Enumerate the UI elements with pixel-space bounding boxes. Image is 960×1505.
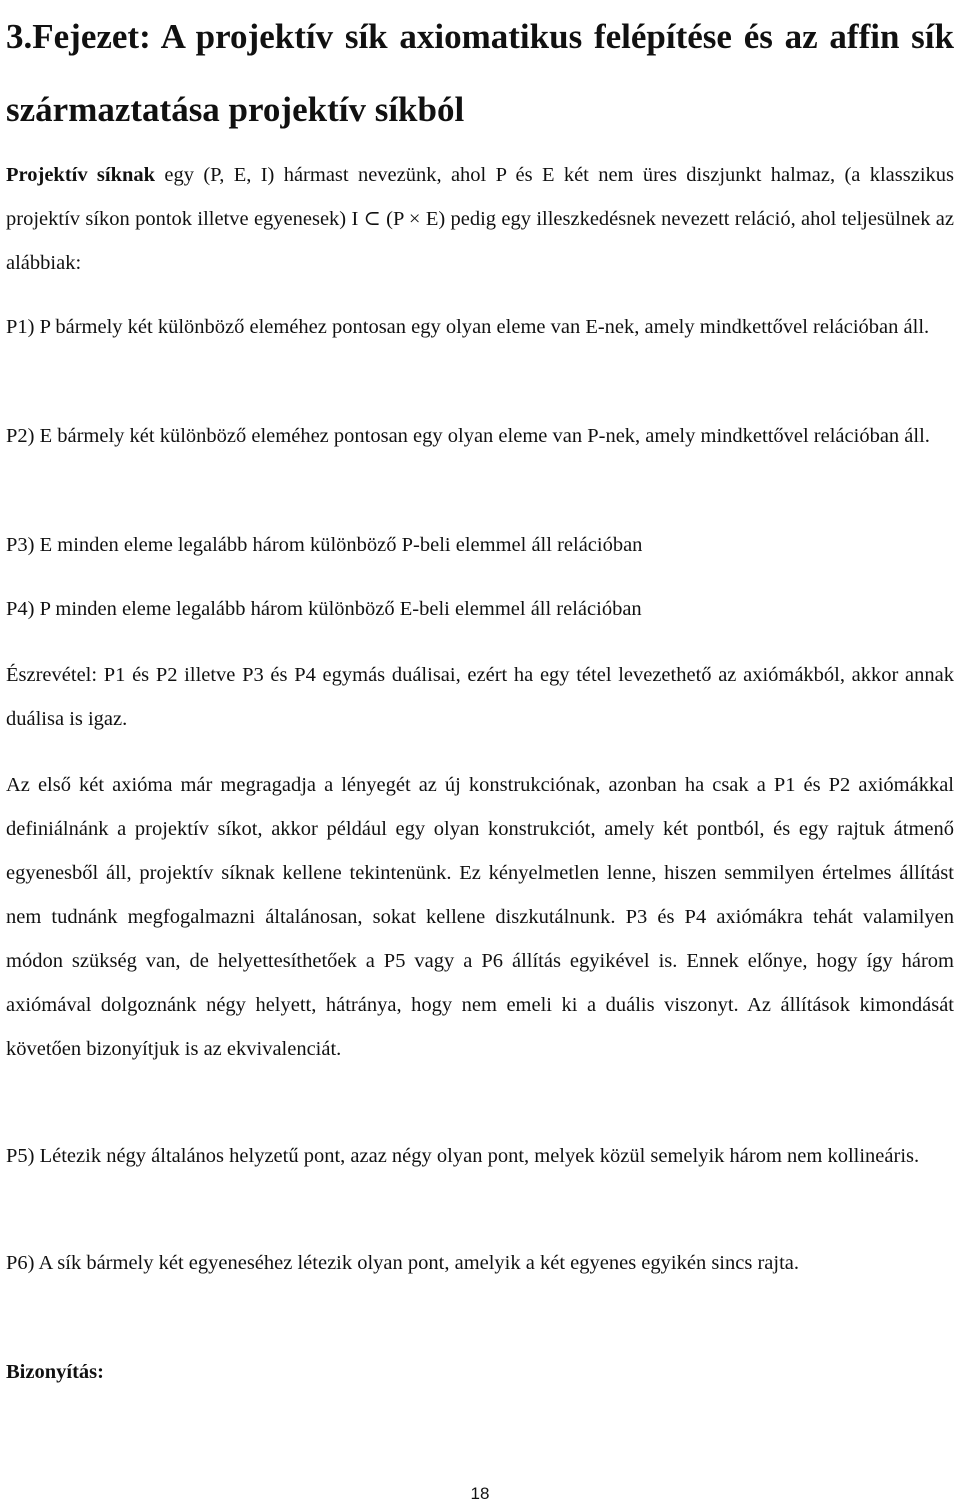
axiom-p1: P1) P bármely két különböző eleméhez pontosan egy olyan eleme van E-nek, amely mindkettővel relációban áll. — [6, 316, 930, 338]
definition-text: egy (P, E, I) hármast nevezünk, ahol P és E két nem üres diszjunkt halmaz, (a klasszikus projektív síkon pontok illetve egyenesek) I ⊂ (P × E) pedig egy illeszkedésnek nevezett reláció, ahol teljesülnek az alábbiak: — [6, 164, 954, 274]
statement-p6: P6) A sík bármely két egyeneséhez létezik olyan pont, amelyik a két egyenes egyikén sincs rajta. — [6, 1252, 799, 1274]
proof-label: Bizonyítás: — [6, 1361, 104, 1383]
axiom-p4: P4) P minden eleme legalább három különböző E-beli elemmel áll relációban — [6, 598, 642, 620]
page-number: 18 — [470, 1484, 490, 1503]
statement-p5: P5) Létezik négy általános helyzetű pont, azaz négy olyan pont, melyek közül semelyik három nem kollineáris. — [6, 1145, 920, 1167]
axiom-p3: P3) E minden eleme legalább három különböző P-beli elemmel áll relációban — [6, 534, 643, 556]
discussion-paragraph: Az első két axióma már megragadja a lényegét az új konstrukciónak, azonban ha csak a P1 és P2 axiómákkal definiálnánk a projektív síkot, akkor például egy olyan konstrukciót, amely két pontból, és egy rajtuk átmenő egyenesből áll, projektív síknak kellene tekintenünk. Ez kényelmetlen lenne, hiszen semmilyen értelmes állítást nem tudnánk megfogalmazni általánosan, sokat kellene diszkutálnunk. P3 és P4 axiómákra tehát valamilyen módon szükség van, de helyettesíthetőek a P5 vagy a P6 állítás egyikével is. Ennek előnye, hogy így három axiómával dolgoznánk négy helyett, hátránya, hogy nem emeli ki a duális viszonyt. Az állítások kimondását követően bizonyítjuk is az ekvivalenciát. — [6, 774, 954, 1060]
definition-term: Projektív síknak — [6, 164, 156, 186]
chapter-heading: 3.Fejezet: A projektív sík axiomatikus felépítése és az affin sík származtatása projektív síkból — [6, 17, 954, 129]
definition-paragraph — [6, 153, 954, 285]
remark-paragraph: Észrevétel: P1 és P2 illetve P3 és P4 egymás duálisai, ezért ha egy tétel levezethető az axiómákból, akkor annak duálisa is igaz. — [6, 664, 954, 730]
axiom-p2: P2) E bármely két különböző eleméhez pontosan egy olyan eleme van P-nek, amely mindkettővel relációban áll. — [6, 425, 930, 447]
